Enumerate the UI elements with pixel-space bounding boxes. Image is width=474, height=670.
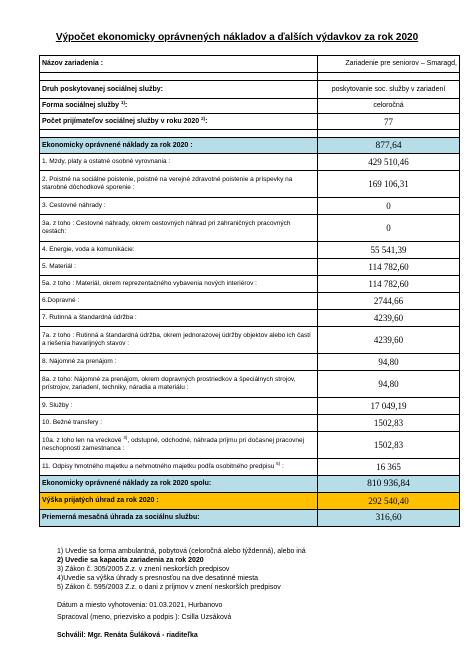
payments-row [40, 493, 460, 510]
cost-row [40, 398, 460, 415]
prepared-by: Spracoval (meno, priezvisko a podpis ): Csilla Uzsáková [57, 614, 232, 621]
eon-header-label: Ekonomicky oprávnené náklady za rok 2020 : [40, 138, 318, 154]
eon-total-value: 810 936,84 [318, 476, 460, 493]
page-title: Výpočet ekonomicky oprávnených nákladov a ďalších výdavkov za rok 2020 [55, 32, 419, 43]
cost-row [40, 276, 460, 293]
cost-label: 10a. z toho len na vreckové $^{3)}$, odstupné, odchodné, náhrada príjmu pri dočasnej pracovnej neschopnosti zamestnanca : [40, 432, 318, 459]
cost-label: 8. Nájomné za prenájom : [40, 354, 318, 371]
facility-name-value: Zariadenie pre seniorov – Smaragd, [318, 56, 460, 73]
recipients-row [40, 114, 460, 130]
cost-row [40, 371, 460, 398]
cost-value: 0 [318, 215, 460, 242]
cost-value: 114 782,60 [318, 259, 460, 276]
service-form-row [40, 99, 460, 114]
cost-value: 0 [318, 198, 460, 215]
cost-label: 5a. z toho : Materiál, okrem reprezentačného vybavenia nových interiérov : [40, 276, 318, 293]
cost-row [40, 432, 460, 459]
cost-row [40, 154, 460, 171]
cost-row [40, 198, 460, 215]
cost-label: 11. Odpisy hmotného majetku a nehmotného majetku podľa osobitného predpisu $^{5)}$ : [40, 459, 318, 476]
service-form-label: Forma sociálnej služby $^{1)}$: [40, 99, 318, 114]
approved-by: Schválil: Mgr. Renáta Šuláková - riaditeľka [57, 632, 198, 639]
cost-label: 7. Rutinná a štandardná údržba : [40, 310, 318, 327]
cost-value: 16 365 [318, 459, 460, 476]
cost-value: 4239,60 [318, 310, 460, 327]
cost-label: 8a. z toho: Nájomné za prenájom, okrem dopravných prostriedkov a špeciálnych strojov, prístrojov, zariadení, techniky, náradia a materiálu : [40, 371, 318, 398]
cost-label: 1. Mzdy, platy a ostatné osobné vyrovnania : [40, 154, 318, 171]
footnote: 1) Uvedie sa forma ambulantná, pobytová (celoročná alebo týždenná), alebo iná [57, 548, 306, 555]
cost-row [40, 310, 460, 327]
cost-label: 3. Cestovné náhrady : [40, 198, 318, 215]
cost-row [40, 327, 460, 354]
footnote: 2) Uvedie sa kapacita zariadenia za rok 2020 [57, 557, 204, 564]
cost-label: 2. Poistné na sociálne poistenie, poistné na verejné zdravotné poistenie a príspevky na starobné dôchodkové sporenie : [40, 171, 318, 198]
cost-row [40, 259, 460, 276]
footnote: 5) Zákon č. 595/2003 Z.z. o dani z príjmov v znení neskorších predpisov [57, 584, 281, 591]
footnotes [57, 547, 306, 592]
service-type-value: poskytovanie soc. služby v zariadení [318, 81, 460, 99]
cost-value: 1502,83 [318, 432, 460, 459]
cost-table [39, 55, 460, 527]
cost-value: 17 049,19 [318, 398, 460, 415]
cost-row [40, 415, 460, 432]
cost-label: 10. Bežné transfery : [40, 415, 318, 432]
cost-value: 4239,60 [318, 327, 460, 354]
cost-label: 4. Energie, voda a komunikácie: [40, 242, 318, 259]
cost-row [40, 171, 460, 198]
cost-value: 94,80 [318, 371, 460, 398]
service-type-row [40, 81, 460, 99]
eon-total-label: Ekonomicky oprávnené náklady za rok 2020 spolu: [40, 476, 318, 493]
eon-total-row [40, 476, 460, 493]
recipients-value: 77 [318, 114, 460, 130]
cost-label: 6.Dopravné : [40, 293, 318, 310]
eon-header-row [40, 138, 460, 154]
cost-row [40, 215, 460, 242]
monthly-fee-label: Priemerná mesačná úhrada za sociálnu službu: [40, 510, 318, 527]
payments-label: Výška prijatých úhrad za rok 2020 : [40, 493, 318, 510]
spacer-row [40, 130, 460, 138]
eon-header-value: 877,64 [318, 138, 460, 154]
cost-value: 94,80 [318, 354, 460, 371]
cost-value: 2744,66 [318, 293, 460, 310]
facility-name-label: Názov zariadenia : [40, 56, 318, 73]
spacer-row [40, 73, 460, 81]
cost-value: 429 510,46 [318, 154, 460, 171]
cost-value: 114 782,60 [318, 276, 460, 293]
cost-label: 3a. z toho : Cestovné náhrady, okrem cestovných náhrad pri zahraničných pracovných cestách: [40, 215, 318, 242]
monthly-fee-value: 316,60 [318, 510, 460, 527]
cost-row [40, 242, 460, 259]
cost-row [40, 293, 460, 310]
cost-label: 7a. z toho : Rutinná a štandardná údržba, okrem jednorazovej údržby objektov alebo ich častí a riešenia havarijných stavov : [40, 327, 318, 354]
facility-name-row [40, 56, 460, 73]
service-type-label: Druh poskytovanej sociálnej služby: [40, 81, 318, 99]
footnote: 3) Zákon č. 305/2005 Z.z. v znení neskorších predpisov [57, 566, 230, 573]
cost-label: 9. Služby : [40, 398, 318, 415]
date-place: Dátum a miesto vyhotovenia: 01.03.2021, Hurbanovo [57, 602, 223, 609]
payments-value: 292 540,40 [318, 493, 460, 510]
cost-value: 169 106,31 [318, 171, 460, 198]
recipients-label: Počet prijímateľov sociálnej služby v roku 2020 $^{2)}$: [40, 114, 318, 130]
cost-row [40, 354, 460, 371]
cost-label: 5. Materiál : [40, 259, 318, 276]
monthly-fee-row [40, 510, 460, 527]
footnote: 4)Uvedie sa výška úhrady s presnosťou na dve desatinné miesta [57, 575, 259, 582]
cost-value: 1502,83 [318, 415, 460, 432]
cost-value: 55 541,39 [318, 242, 460, 259]
cost-row [40, 459, 460, 476]
service-form-value: celoročná [318, 99, 460, 114]
